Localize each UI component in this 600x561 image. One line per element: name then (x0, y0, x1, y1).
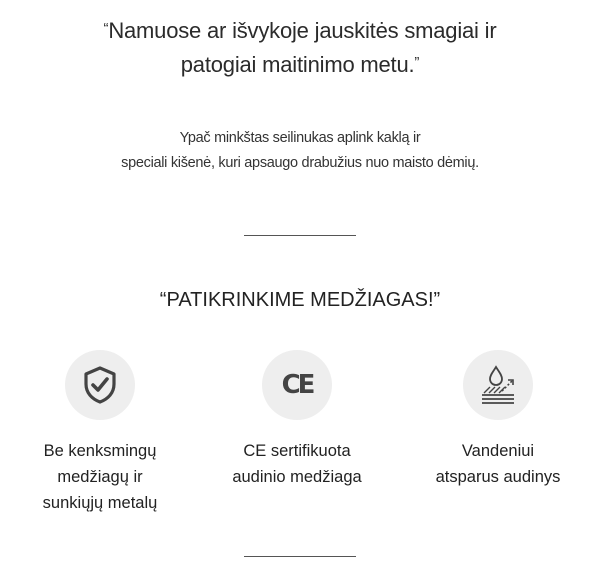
open-quote-mark: “ (103, 20, 109, 37)
description (0, 126, 600, 176)
quote-line-2: patogiai maitinimo metu.” (180, 52, 420, 77)
close-quote-mark: ” (414, 54, 420, 71)
icon-circle (463, 350, 533, 420)
feature-no-harmful-substances (5, 350, 195, 516)
icon-circle (262, 350, 332, 420)
feature-ce-certified (202, 350, 392, 490)
description-line-2: speciali kišenė, kuri apsaugo drabužius nuo maisto dėmių. (121, 155, 479, 171)
feature-label: Be kenksmingų medžiagų ir sunkiųjų metalų (42, 442, 158, 512)
ce-mark-icon: CE (281, 370, 313, 400)
divider-top (244, 235, 356, 236)
quote-line-1: “Namuose ar išvykoje jauskitės smagiai ir (103, 18, 497, 43)
water-repellent-icon (476, 363, 520, 407)
section-heading: “PATIKRINKIME MEDŽIAGAS!” (159, 289, 441, 311)
feature-label: CE sertifikuota audinio medžiaga (232, 442, 362, 486)
divider-bottom (244, 556, 356, 557)
shield-check-icon (82, 365, 118, 405)
quote-block (0, 14, 600, 82)
icon-circle (65, 350, 135, 420)
feature-water-resistant (403, 350, 593, 490)
description-line-1: Ypač minkštas seilinukas aplink kaklą ir (179, 130, 421, 146)
feature-label: Vandeniui atsparus audinys (435, 442, 561, 486)
